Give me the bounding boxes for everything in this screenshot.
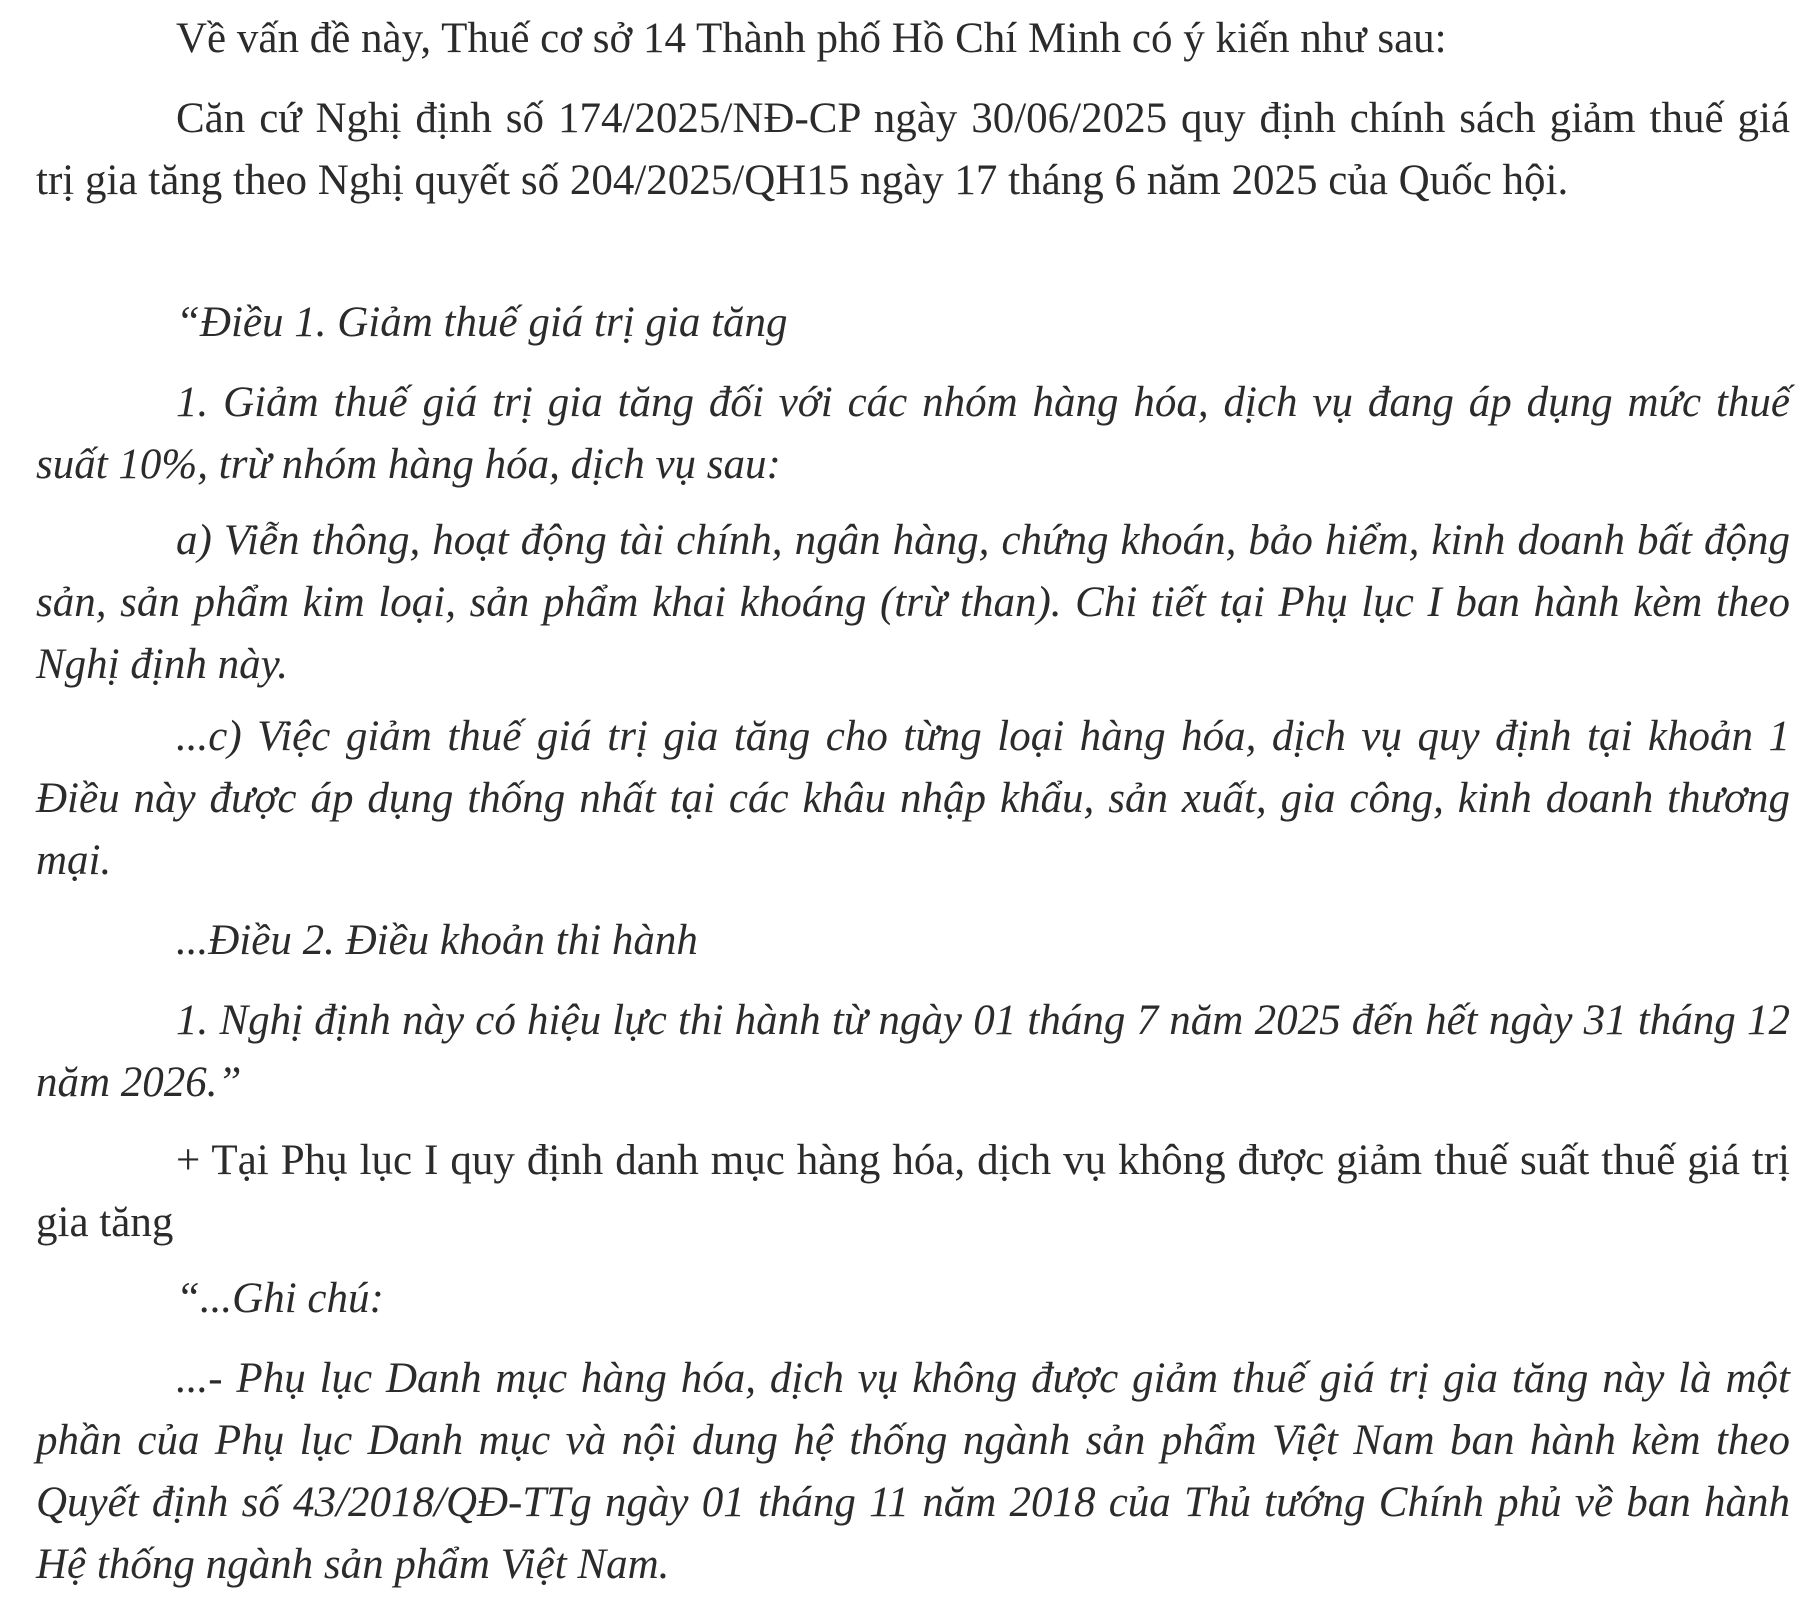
- clause-1a-paragraph: a) Viễn thông, hoạt động tài chính, ngân hàng, chứng khoán, bảo hiểm, kinh doanh bất động sản, sản phẩm kim loại, sản phẩm khai khoáng (trừ than). Chi tiết tại Phụ lục I ban hành kèm theo Nghị định này.: [36, 517, 1790, 688]
- article-2-title: ...Điều 2. Điều khoản thi hành: [176, 917, 698, 964]
- article-1-title: “Điều 1. Giảm thuế giá trị gia tăng: [176, 299, 788, 346]
- intro-paragraph: Về vấn đề này, Thuế cơ sở 14 Thành phố Hồ Chí Minh có ý kiến như sau:: [176, 15, 1447, 62]
- annex-intro-paragraph: + Tại Phụ lục I quy định danh mục hàng hóa, dịch vụ không được giảm thuế suất thuế giá trị gia tăng: [36, 1137, 1790, 1246]
- legal-basis-paragraph: Căn cứ Nghị định số 174/2025/NĐ-CP ngày 30/06/2025 quy định chính sách giảm thuế giá trị gia tăng theo Nghị quyết số 204/2025/QH15 ngày 17 tháng 6 năm 2025 của Quốc hội.: [36, 95, 1790, 204]
- note-body-paragraph: ...- Phụ lục Danh mục hàng hóa, dịch vụ không được giảm thuế giá trị gia tăng này là một phần của Phụ lục Danh mục và nội dung hệ thống ngành sản phẩm Việt Nam ban hành kèm theo Quyết định số 43/2018/QĐ-TTg ngày 01 tháng 11 năm 2018 của Thủ tướng Chính phủ về ban hành Hệ thống ngành sản phẩm Việt Nam.: [36, 1355, 1790, 1588]
- note-title: “...Ghi chú:: [176, 1275, 384, 1322]
- clause-1c-paragraph: ...c) Việc giảm thuế giá trị gia tăng cho từng loại hàng hóa, dịch vụ quy định tại khoản 1 Điều này được áp dụng thống nhất tại các khâu nhập khẩu, sản xuất, gia công, kinh doanh thương mại.: [36, 713, 1790, 884]
- effectiveness-paragraph: 1. Nghị định này có hiệu lực thi hành từ ngày 01 tháng 7 năm 2025 đến hết ngày 31 tháng 12 năm 2026.”: [36, 997, 1790, 1106]
- clause-1-paragraph: 1. Giảm thuế giá trị gia tăng đối với các nhóm hàng hóa, dịch vụ đang áp dụng mức thuế suất 10%, trừ nhóm hàng hóa, dịch vụ sau:: [36, 379, 1790, 488]
